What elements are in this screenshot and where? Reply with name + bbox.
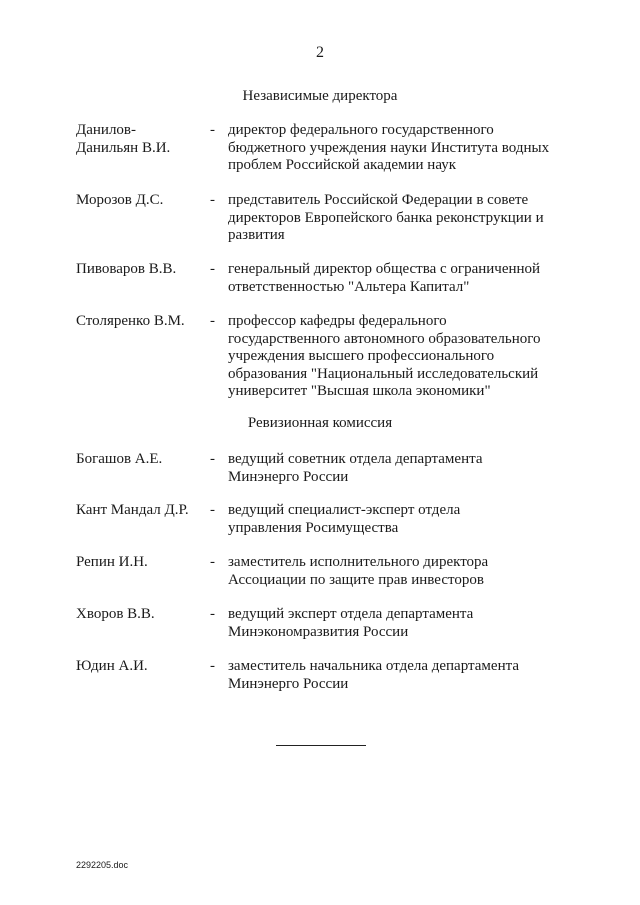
dash: - xyxy=(210,658,215,674)
person-name: Репин И.Н. xyxy=(76,554,148,570)
person-role: заместитель начальника отдела департамента Минэнерго России xyxy=(228,658,519,692)
person-role: генеральный директор общества с ограниченной ответственностью "Альтера Капитал" xyxy=(228,261,541,295)
dash: - xyxy=(210,554,215,570)
dash: - xyxy=(210,192,215,208)
person-name: Юдин А.И. xyxy=(76,658,148,674)
person-name: Морозов Д.С. xyxy=(76,192,164,208)
section-title-audit-commission: Ревизионная комиссия xyxy=(247,415,393,431)
person-role: представитель Российской Федерации в совете директоров Европейского банка реконструкции и развития xyxy=(228,192,544,243)
dash: - xyxy=(210,261,215,277)
person-role: профессор кафедры федерального государственного автономного образовательного учреждения высшего профессионального образования "Национальный исследовательский университет "Высшая школа экономики" xyxy=(228,313,541,399)
dash: - xyxy=(210,502,215,518)
person-role: ведущий эксперт отдела департамента Минэкономразвития России xyxy=(228,606,474,640)
end-rule-divider xyxy=(276,745,366,746)
person-name: Пивоваров В.В. xyxy=(76,261,177,277)
person-role: ведущий советник отдела департамента Минэнерго России xyxy=(228,451,483,485)
dash: - xyxy=(210,122,215,138)
section-title-independent-directors: Независимые директора xyxy=(242,88,398,104)
person-role: заместитель исполнительного директора Ассоциации по защите прав инвесторов xyxy=(228,554,489,588)
person-name: Данилов- Данильян В.И. xyxy=(76,122,171,156)
person-role: директор федерального государственного бюджетного учреждения науки Института водных проблем Российской академии наук xyxy=(228,122,550,173)
document-code: 2292205.doc xyxy=(76,860,129,870)
dash: - xyxy=(210,606,215,622)
person-role: ведущий специалист-эксперт отдела управления Росимущества xyxy=(228,502,461,536)
dash: - xyxy=(210,451,215,467)
person-name: Хворов В.В. xyxy=(76,606,155,622)
person-name: Богашов А.Е. xyxy=(76,451,163,467)
person-name: Кант Мандал Д.Р. xyxy=(76,502,189,518)
dash: - xyxy=(210,313,215,329)
page-number: 2 xyxy=(316,44,324,61)
person-name: Столяренко В.М. xyxy=(76,313,185,329)
